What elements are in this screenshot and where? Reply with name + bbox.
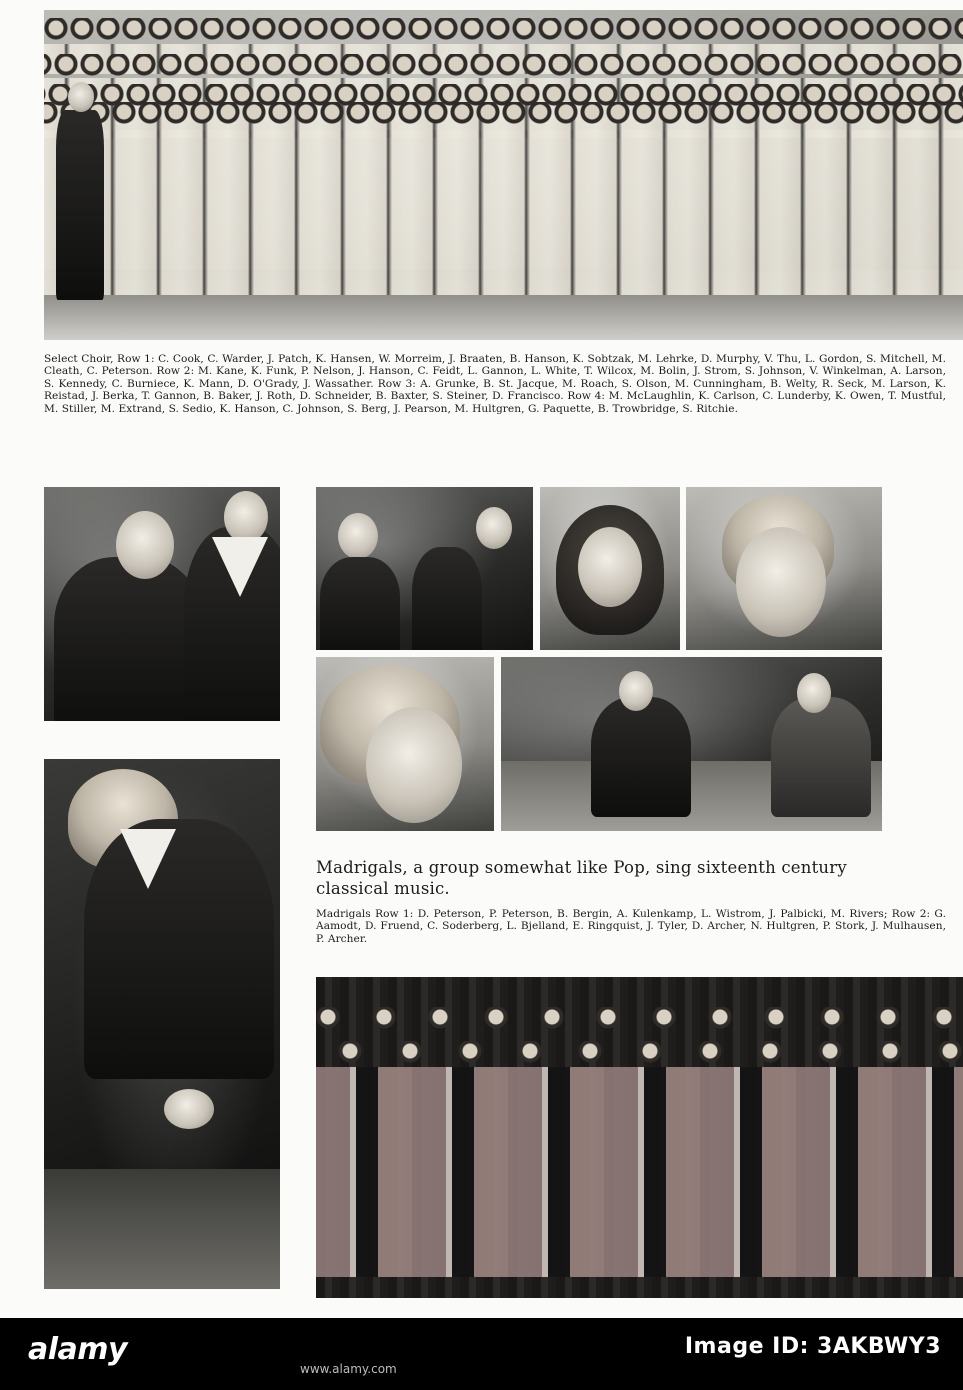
girl-face-left: [116, 511, 174, 579]
shoe-tying-photo: [44, 759, 280, 1289]
bent-over-collar: [120, 829, 176, 889]
boy-portrait-face: [736, 527, 826, 637]
girl-portrait-photo: [540, 487, 680, 650]
student-face-2: [476, 507, 512, 549]
madrigals-headline: Madrigals, a group somewhat like Pop, sing sixteenth century classical music.: [316, 858, 847, 898]
robe-left-figure: [54, 557, 204, 721]
robe-collar: [212, 537, 268, 597]
madrigals-caption: Madrigals Row 1: D. Peterson, P. Peterson, B. Bergin, A. Kulenkamp, L. Wistrom, J. Palbicki, M. Rivers; Row 2: G. Aamodt, D. Fruend, C. Soderberg, L. Bjelland, E. Ringquist, J. Tyler, D. Archer, N. Hultgren, P. Stork, J. Mulhausen, P. Archer.: [316, 908, 946, 945]
seated-robe-right: [771, 697, 871, 817]
girl-face-right: [224, 491, 268, 543]
image-id: Image ID: 3AKBWY3: [684, 1334, 941, 1359]
students-helping-robe-photo: [316, 487, 533, 650]
student-robe-1: [320, 557, 400, 650]
madrigals-costumes: [316, 1067, 963, 1277]
director-figure: [56, 110, 104, 300]
seated-robe-left: [591, 697, 691, 817]
bent-over-robe: [84, 819, 274, 1079]
select-choir-photo: [44, 10, 963, 340]
smiling-girl-face: [366, 707, 462, 823]
shoe-hands: [164, 1089, 214, 1129]
choir-heads-row-1: [44, 102, 963, 128]
choir-heads-row-4: [44, 18, 963, 44]
footer-url: www.alamy.com: [300, 1362, 397, 1376]
choir-robes-row-1: [44, 130, 963, 295]
watermark-footer: [0, 1318, 963, 1390]
smiling-girl-photo: [316, 657, 494, 831]
seated-singers-photo: [501, 657, 882, 831]
director-face: [68, 82, 94, 112]
madrigals-heads-front: [316, 1041, 963, 1067]
image-id-block: [685, 1334, 941, 1359]
gym-floor: [44, 1169, 280, 1289]
student-robe-2: [412, 547, 482, 650]
robe-fitting-photo: [44, 487, 280, 721]
boy-portrait-photo: [686, 487, 882, 650]
madrigals-heads-back: [316, 1007, 963, 1033]
choir-heads-row-3: [44, 54, 963, 80]
seated-face-left: [619, 671, 653, 711]
alamy-logo: [28, 1332, 127, 1367]
madrigals-group-photo: [316, 977, 963, 1298]
girl-portrait-face: [578, 527, 642, 607]
alamy-logo-text: alamy: [28, 1332, 128, 1367]
seated-face-right: [797, 673, 831, 713]
select-choir-caption: Select Choir, Row 1: C. Cook, C. Warder, J. Patch, K. Hansen, W. Morreim, J. Braaten, B. Hanson, K. Sobtzak, M. Lehrke, D. Murphy, V. Thu, L. Gordon, S. Mitchell, M. Cleath, C. Peterson. Row 2: M. Kane, K. Funk, P. Nelson, J. Hanson, C. Feidt, L. Gannon, L. White, T. Wilcox, M. Bolin, J. Strom, S. Johnson, V. Winkelman, A. Larson, S. Kennedy, C. Burniece, K. Mann, D. O'Grady, J. Wassather. Row 3: A. Grunke, B. St. Jacque, M. Roach, S. Olson, M. Cunningham, B. Welty, R. Seck, M. Larson, K. Reistad, J. Berka, T. Gannon, B. Baker, J. Roth, D. Schneider, B. Baxter, S. Steiner, D. Francisco. Row 4: M. McLaughlin, K. Carlson, C. Lunderby, K. Owen, T. Mustful, M. Stiller, M. Extrand, S. Sedio, K. Hanson, C. Johnson, S. Berg, J. Pearson, M. Hultgren, G. Paquette, B. Trowbridge, S. Ritchie.: [44, 353, 946, 415]
student-face-1: [338, 513, 378, 559]
